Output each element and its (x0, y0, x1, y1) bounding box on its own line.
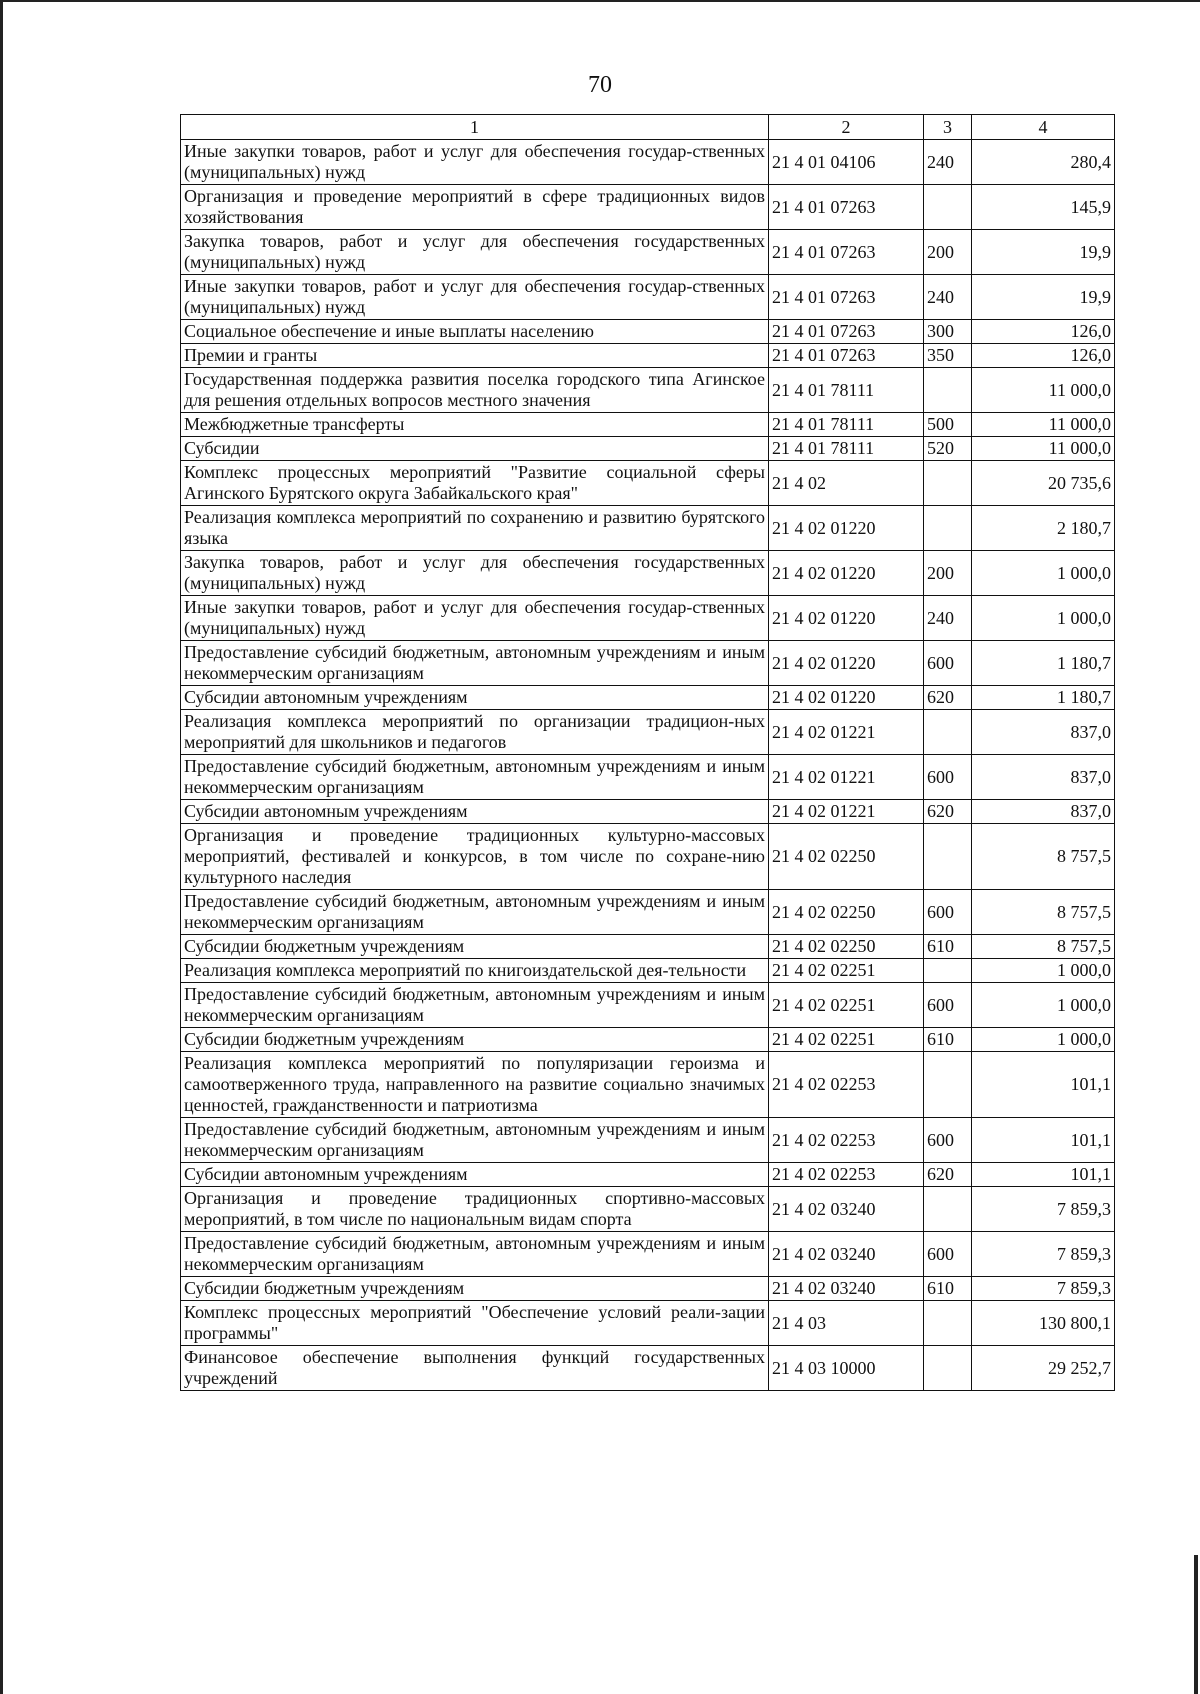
row-expense-type-cell: 600 (924, 641, 972, 686)
row-amount-cell: 837,0 (972, 755, 1115, 800)
row-name-cell: Предоставление субсидий бюджетным, автономным учреждениям и иным некоммерческим организациям (181, 983, 769, 1028)
row-amount-cell: 20 735,6 (972, 461, 1115, 506)
table-row (181, 1301, 1115, 1346)
row-code-cell: 21 4 02 01220 (769, 596, 924, 641)
table-row (181, 1163, 1115, 1187)
row-amount-cell: 101,1 (972, 1052, 1115, 1118)
row-amount-cell: 126,0 (972, 344, 1115, 368)
row-expense-type-cell: 600 (924, 1232, 972, 1277)
row-expense-type-cell (924, 824, 972, 890)
row-name-cell: Предоставление субсидий бюджетным, автономным учреждениям и иным некоммерческим организациям (181, 890, 769, 935)
row-code-cell: 21 4 02 01220 (769, 686, 924, 710)
row-expense-type-cell: 300 (924, 320, 972, 344)
row-expense-type-cell (924, 185, 972, 230)
row-code-cell: 21 4 01 07263 (769, 344, 924, 368)
row-expense-type-cell: 600 (924, 1118, 972, 1163)
row-name-cell: Субсидии автономным учреждениям (181, 686, 769, 710)
row-expense-type-cell (924, 368, 972, 413)
row-amount-cell: 7 859,3 (972, 1232, 1115, 1277)
row-expense-type-cell: 240 (924, 596, 972, 641)
row-code-cell: 21 4 02 03240 (769, 1277, 924, 1301)
table-row (181, 506, 1115, 551)
row-code-cell: 21 4 01 78111 (769, 368, 924, 413)
row-name-cell: Реализация комплекса мероприятий по популяризации героизма и самоотверженного труда, направленного на развитие социально значимых ценностей, гражданственности и патриотизма (181, 1052, 769, 1118)
row-code-cell: 21 4 02 01220 (769, 551, 924, 596)
row-amount-cell: 101,1 (972, 1118, 1115, 1163)
table-row (181, 1118, 1115, 1163)
row-expense-type-cell: 610 (924, 935, 972, 959)
row-expense-type-cell: 350 (924, 344, 972, 368)
row-name-cell: Реализация комплекса мероприятий по сохранению и развитию бурятского языка (181, 506, 769, 551)
row-name-cell: Предоставление субсидий бюджетным, автономным учреждениям и иным некоммерческим организациям (181, 641, 769, 686)
row-expense-type-cell: 620 (924, 800, 972, 824)
row-amount-cell: 1 000,0 (972, 596, 1115, 641)
row-code-cell: 21 4 01 78111 (769, 437, 924, 461)
row-code-cell: 21 4 02 02253 (769, 1118, 924, 1163)
row-name-cell: Субсидии бюджетным учреждениям (181, 935, 769, 959)
table-row (181, 935, 1115, 959)
row-name-cell: Закупка товаров, работ и услуг для обеспечения государственных (муниципальных) нужд (181, 230, 769, 275)
scan-border-top (0, 0, 1200, 2)
row-code-cell: 21 4 02 01221 (769, 800, 924, 824)
row-expense-type-cell: 520 (924, 437, 972, 461)
row-name-cell: Организация и проведение традиционных спортивно-массовых мероприятий, в том числе по национальным видам спорта (181, 1187, 769, 1232)
table-header-row (181, 115, 1115, 140)
row-amount-cell: 145,9 (972, 185, 1115, 230)
table-row (181, 959, 1115, 983)
row-expense-type-cell: 600 (924, 983, 972, 1028)
table-row (181, 710, 1115, 755)
row-name-cell: Премии и гранты (181, 344, 769, 368)
scan-border-left (0, 0, 3, 1694)
table-row (181, 413, 1115, 437)
row-name-cell: Финансовое обеспечение выполнения функций государственных учреждений (181, 1346, 769, 1391)
header-col-2: 2 (769, 115, 924, 140)
row-amount-cell: 1 000,0 (972, 983, 1115, 1028)
row-amount-cell: 29 252,7 (972, 1346, 1115, 1391)
table-row (181, 1187, 1115, 1232)
row-code-cell: 21 4 02 02251 (769, 959, 924, 983)
row-expense-type-cell: 240 (924, 275, 972, 320)
row-amount-cell: 8 757,5 (972, 935, 1115, 959)
row-code-cell: 21 4 03 10000 (769, 1346, 924, 1391)
table-row (181, 140, 1115, 185)
page-number: 70 (588, 72, 612, 98)
table-row (181, 344, 1115, 368)
row-code-cell: 21 4 02 03240 (769, 1187, 924, 1232)
table-body (181, 140, 1115, 1391)
row-name-cell: Межбюджетные трансферты (181, 413, 769, 437)
table-row (181, 185, 1115, 230)
row-name-cell: Государственная поддержка развития поселка городского типа Агинское для решения отдельных вопросов местного значения (181, 368, 769, 413)
table-row (181, 1052, 1115, 1118)
row-expense-type-cell: 600 (924, 890, 972, 935)
table-row (181, 1346, 1115, 1391)
table-row (181, 437, 1115, 461)
row-expense-type-cell: 500 (924, 413, 972, 437)
row-expense-type-cell: 240 (924, 140, 972, 185)
row-code-cell: 21 4 01 07263 (769, 320, 924, 344)
table-row (181, 461, 1115, 506)
row-expense-type-cell: 610 (924, 1277, 972, 1301)
row-amount-cell: 101,1 (972, 1163, 1115, 1187)
row-amount-cell: 837,0 (972, 710, 1115, 755)
row-code-cell: 21 4 02 02253 (769, 1163, 924, 1187)
row-amount-cell: 1 000,0 (972, 551, 1115, 596)
row-amount-cell: 11 000,0 (972, 437, 1115, 461)
row-name-cell: Субсидии автономным учреждениям (181, 1163, 769, 1187)
row-amount-cell: 126,0 (972, 320, 1115, 344)
row-amount-cell: 1 180,7 (972, 686, 1115, 710)
row-code-cell: 21 4 02 01220 (769, 641, 924, 686)
table-row (181, 596, 1115, 641)
row-amount-cell: 1 000,0 (972, 959, 1115, 983)
table-row (181, 1028, 1115, 1052)
row-code-cell: 21 4 01 07263 (769, 185, 924, 230)
row-amount-cell: 7 859,3 (972, 1277, 1115, 1301)
row-name-cell: Организация и проведение традиционных культурно-массовых мероприятий, фестивалей и конкурсов, в том числе по сохране-нию культурного наследия (181, 824, 769, 890)
row-name-cell: Субсидии бюджетным учреждениям (181, 1028, 769, 1052)
row-expense-type-cell: 200 (924, 230, 972, 275)
row-code-cell: 21 4 01 78111 (769, 413, 924, 437)
row-amount-cell: 280,4 (972, 140, 1115, 185)
table-row (181, 983, 1115, 1028)
row-amount-cell: 2 180,7 (972, 506, 1115, 551)
header-col-3: 3 (924, 115, 972, 140)
row-expense-type-cell (924, 506, 972, 551)
table-row (181, 1277, 1115, 1301)
row-expense-type-cell (924, 710, 972, 755)
table-row (181, 641, 1115, 686)
row-code-cell: 21 4 02 02251 (769, 1028, 924, 1052)
row-expense-type-cell (924, 1346, 972, 1391)
row-expense-type-cell (924, 1301, 972, 1346)
row-code-cell: 21 4 02 01220 (769, 506, 924, 551)
row-code-cell: 21 4 02 02250 (769, 890, 924, 935)
header-col-4: 4 (972, 115, 1115, 140)
row-name-cell: Предоставление субсидий бюджетным, автономным учреждениям и иным некоммерческим организациям (181, 755, 769, 800)
table-row (181, 551, 1115, 596)
table-row (181, 368, 1115, 413)
row-code-cell: 21 4 02 01221 (769, 755, 924, 800)
row-expense-type-cell (924, 959, 972, 983)
row-amount-cell: 130 800,1 (972, 1301, 1115, 1346)
table-row (181, 890, 1115, 935)
row-name-cell: Реализация комплекса мероприятий по организации традицион-ных мероприятий для школьников и педагогов (181, 710, 769, 755)
row-name-cell: Иные закупки товаров, работ и услуг для обеспечения государ-ственных (муниципальных) нужд (181, 140, 769, 185)
row-name-cell: Закупка товаров, работ и услуг для обеспечения государственных (муниципальных) нужд (181, 551, 769, 596)
table-row (181, 686, 1115, 710)
row-expense-type-cell: 600 (924, 755, 972, 800)
row-code-cell: 21 4 03 (769, 1301, 924, 1346)
row-code-cell: 21 4 02 03240 (769, 1232, 924, 1277)
row-amount-cell: 11 000,0 (972, 413, 1115, 437)
row-expense-type-cell: 620 (924, 1163, 972, 1187)
row-expense-type-cell: 620 (924, 686, 972, 710)
row-amount-cell: 8 757,5 (972, 890, 1115, 935)
row-expense-type-cell: 610 (924, 1028, 972, 1052)
row-amount-cell: 1 180,7 (972, 641, 1115, 686)
row-name-cell: Комплекс процессных мероприятий "Развитие социальной сферы Агинского Бурятского округа Забайкальского края" (181, 461, 769, 506)
table-row (181, 230, 1115, 275)
row-name-cell: Предоставление субсидий бюджетным, автономным учреждениям и иным некоммерческим организациям (181, 1118, 769, 1163)
row-name-cell: Субсидии автономным учреждениям (181, 800, 769, 824)
table-row (181, 1232, 1115, 1277)
table-row (181, 275, 1115, 320)
row-name-cell: Комплекс процессных мероприятий "Обеспечение условий реали-зации программы" (181, 1301, 769, 1346)
row-name-cell: Организация и проведение мероприятий в сфере традиционных видов хозяйствования (181, 185, 769, 230)
row-name-cell: Предоставление субсидий бюджетным, автономным учреждениям и иным некоммерческим организациям (181, 1232, 769, 1277)
table-row (181, 800, 1115, 824)
row-amount-cell: 1 000,0 (972, 1028, 1115, 1052)
row-expense-type-cell: 200 (924, 551, 972, 596)
row-name-cell: Иные закупки товаров, работ и услуг для обеспечения государ-ственных (муниципальных) нужд (181, 596, 769, 641)
scan-border-right (1194, 1555, 1198, 1694)
row-code-cell: 21 4 02 02250 (769, 935, 924, 959)
row-name-cell: Иные закупки товаров, работ и услуг для обеспечения государ-ственных (муниципальных) нужд (181, 275, 769, 320)
row-code-cell: 21 4 02 02250 (769, 824, 924, 890)
row-amount-cell: 7 859,3 (972, 1187, 1115, 1232)
row-amount-cell: 8 757,5 (972, 824, 1115, 890)
row-code-cell: 21 4 02 (769, 461, 924, 506)
header-col-1: 1 (181, 115, 769, 140)
row-code-cell: 21 4 02 02253 (769, 1052, 924, 1118)
row-expense-type-cell (924, 1052, 972, 1118)
row-code-cell: 21 4 01 07263 (769, 275, 924, 320)
row-amount-cell: 19,9 (972, 275, 1115, 320)
row-expense-type-cell (924, 461, 972, 506)
row-name-cell: Реализация комплекса мероприятий по книгоиздательской дея-тельности (181, 959, 769, 983)
row-code-cell: 21 4 02 01221 (769, 710, 924, 755)
row-name-cell: Субсидии (181, 437, 769, 461)
row-expense-type-cell (924, 1187, 972, 1232)
table-row (181, 320, 1115, 344)
row-code-cell: 21 4 02 02251 (769, 983, 924, 1028)
row-amount-cell: 19,9 (972, 230, 1115, 275)
row-code-cell: 21 4 01 07263 (769, 230, 924, 275)
budget-table (180, 114, 1115, 1391)
row-name-cell: Социальное обеспечение и иные выплаты населению (181, 320, 769, 344)
row-name-cell: Субсидии бюджетным учреждениям (181, 1277, 769, 1301)
row-amount-cell: 837,0 (972, 800, 1115, 824)
row-amount-cell: 11 000,0 (972, 368, 1115, 413)
table-row (181, 824, 1115, 890)
table-row (181, 755, 1115, 800)
row-code-cell: 21 4 01 04106 (769, 140, 924, 185)
